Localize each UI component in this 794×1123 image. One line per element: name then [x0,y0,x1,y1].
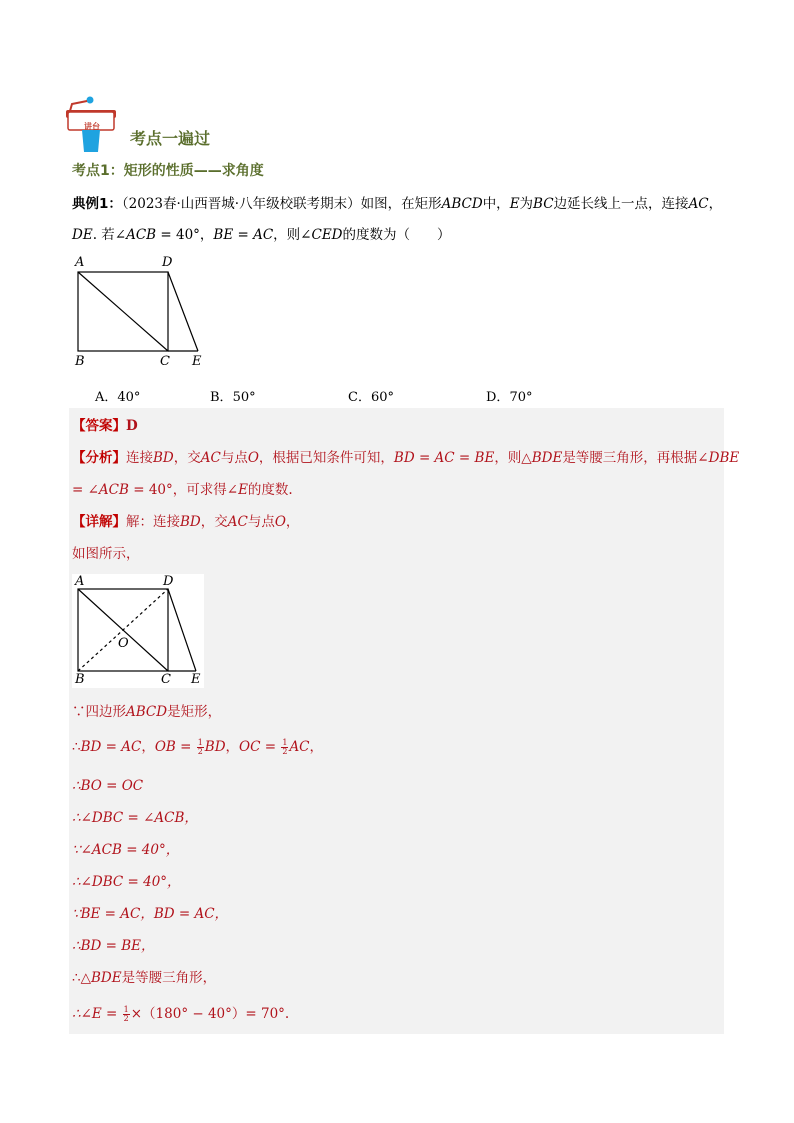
question-text: ， [708,196,723,212]
point-label-b: B [75,354,85,369]
detail-text: 解：连接 [126,514,180,530]
question-text: 如图，在矩形 [360,196,442,212]
math-var: AC [688,196,709,212]
analysis-text: = ∠ [72,482,99,498]
proof-step-2 [72,738,323,756]
point-label-d: D [163,574,174,589]
point-label-e: E [192,354,202,369]
fraction-one-half [123,1006,130,1023]
point-label-a: A [75,574,85,589]
proof-step-3: ∴BO = OC [72,778,144,794]
figure-rectangle-with-diagonals [72,574,204,688]
step-text: ， [225,739,240,755]
question-text: = 40°， [156,227,214,243]
step-text: ∵四边形 [72,704,126,720]
proof-step-10 [72,1005,289,1023]
proof-step-7: ∵BE = AC，BD = AC， [72,906,229,922]
math-var: AC [289,739,310,755]
point-label-d: D [162,255,173,270]
option-value: 60° [370,390,394,405]
figure-rectangle-abcd [72,253,212,371]
question-text: ，则∠ [273,227,312,243]
point-label-e: E [191,672,201,687]
math-var: BD [204,739,226,755]
logo-badge-text: 讲台 [84,122,100,131]
math-var: ABCD [441,196,483,212]
point-label-c: C [160,354,170,369]
math-var: CED [311,227,343,243]
math-var: BDE [90,970,122,986]
option-key: C． [348,390,371,405]
question-source: （2023春·山西晋城·八年级校联考期末） [121,196,361,212]
math-var: AC [227,514,248,530]
option-c [348,386,394,405]
analysis-label: 【分析】 [72,450,126,466]
math-var: ACB [126,227,157,243]
analysis-text: 与点 [220,450,248,466]
question-line-2 [72,226,451,244]
detail-line-2: 如图所示， [72,546,140,562]
math-var: BD [153,450,174,466]
analysis-text: 的度数. [247,482,293,498]
analysis-text: 连接 [126,450,153,466]
section-title: 考点一遍过 [130,129,211,148]
math-var: ACB [98,482,129,498]
step-text: ∴∠E = [72,1006,122,1022]
math-var: BE = AC [213,227,274,243]
fraction-numerator: 1 [197,738,203,747]
step-text: ×（180° − 40°）= 70°. [130,1006,290,1022]
analysis-line-2 [72,481,293,499]
step-text: ∴△ [72,970,91,986]
option-value: 50° [232,390,256,405]
math-var: BD = AC [80,739,142,755]
step-text: 是矩形， [167,704,222,720]
option-value: 70° [509,390,533,405]
option-key: D． [486,390,510,405]
fraction-numerator: 1 [123,1005,129,1014]
question-text: 中， [482,196,510,212]
topic-title: 考点1：矩形的性质——求角度 [72,163,264,179]
math-var: OB = [154,739,196,755]
proof-step-6: ∴∠DBC = 40°， [72,874,181,890]
question-text: 为 [519,196,534,212]
step-text: ， [141,739,155,755]
proof-step-9 [72,969,216,987]
answer-value: D [126,418,138,434]
question-text: 边延长线上一点，连接 [553,196,689,212]
step-text: 是等腰三角形， [121,970,217,986]
math-var: DE [72,227,93,243]
proof-step-5: ∵∠ACB = 40°， [72,842,180,858]
math-var: ABCD [126,704,168,720]
analysis-text: 是等腰三角形，再根据∠ [562,450,709,466]
fraction-numerator: 1 [282,738,288,747]
step-text: ， [309,739,324,755]
analysis-line-1 [72,449,739,467]
detail-line-1 [72,513,299,531]
math-var: O [247,450,259,466]
math-var: O [274,514,286,530]
point-label-b: B [75,672,85,687]
option-d [486,386,532,405]
proof-step-8: ∴BD = BE， [72,938,155,954]
proof-step-4: ∴∠DBC = ∠ACB， [72,810,198,826]
fraction-denominator: 2 [197,747,203,756]
math-var: BD = AC = BE [393,450,495,466]
math-var: BD [180,514,201,530]
option-b [210,386,256,405]
point-label-o: O [118,636,129,651]
option-a [95,386,140,405]
fraction-denominator: 2 [282,747,288,756]
detail-label: 【详解】 [72,514,126,530]
question-text: 的度数为（ ） [342,227,451,243]
point-label-a: A [75,255,85,270]
lecture-podium-logo [62,94,126,156]
math-var: OC = [239,739,281,755]
answer-line [72,417,138,435]
option-key: A． [95,390,118,405]
math-var: E [238,482,248,498]
question-line-1 [72,195,722,213]
analysis-text: ，则△ [494,450,532,466]
option-key: B． [210,390,233,405]
fraction-denominator: 2 [123,1014,129,1023]
proof-step-1 [72,703,221,721]
step-text: ∴ [72,739,81,755]
analysis-text: ，根据已知条件可知， [258,450,394,466]
answer-label: 【答案】 [72,418,126,434]
fraction-one-half [281,739,288,756]
math-var: BDE [531,450,563,466]
detail-text: ，交 [200,514,228,530]
option-value: 40° [117,390,141,405]
math-var: AC [200,450,221,466]
question-text: . 若∠ [92,227,127,243]
fraction-one-half [197,739,204,756]
math-var: DBE [708,450,740,466]
detail-text: 与点 [247,514,275,530]
math-var: E [509,196,520,212]
analysis-text: ，交 [173,450,201,466]
analysis-text: = 40°，可求得∠ [128,482,239,498]
question-label: 典例1： [72,196,122,212]
detail-text: ， [285,514,300,530]
math-var: BC [533,196,554,212]
solution-panel [69,408,724,1034]
point-label-c: C [161,672,171,687]
